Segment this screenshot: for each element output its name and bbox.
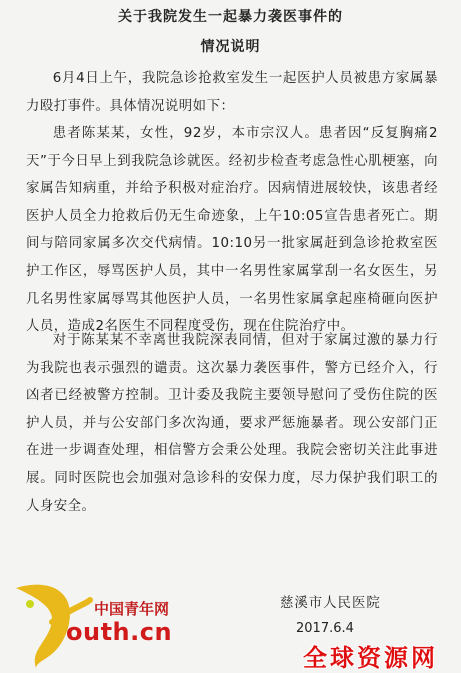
document-subtitle: 情况说明 <box>200 39 261 55</box>
watermark: 全球资源网 <box>303 644 438 672</box>
logo-english-text: outh.cn <box>66 618 173 646</box>
signature-date: 2017.6.4 <box>296 621 354 636</box>
youth-cn-logo <box>8 570 218 670</box>
paragraph-intro: 6月4日上午，我院急诊抢救室发生一起医护人员被患方家属暴力殴打事件。具体情况说明如下： <box>26 71 438 114</box>
signature-organization: 慈溪市人民医院 <box>280 596 381 611</box>
paragraph-response: 对于陈某某不幸离世我院深表同情，但对于家属过激的暴力行为我院也表示强烈的谴责。这次暴力袭医事件，警方已经介入，行凶者已经被警方控制。卫计委及我院主要领导慰问了受伤住院的医护人员，并与公安部门多次沟通，要求严惩施暴者。现公安部门正在进一步调查处理，相信警方会秉公处理。我院会密切关注此事进展。同时医院也会加强对急诊科的安保力度，尽力保护我们职工的人身安全。 <box>26 333 438 514</box>
document-title: 关于我院发生一起暴力袭医事件的 <box>118 9 343 25</box>
logo-chinese-text: 中国青年网 <box>94 600 170 618</box>
paragraph-details: 患者陈某某，女性，92岁，本市宗汉人。患者因“反复胸痛2天”于今日早上到我院急诊就医。经初步检查考虑急性心肌梗塞，向家属告知病重，并给予积极对症治疗。因病情进展较快，该患者经医护人员全力抢救后仍无生命迹象，上午10:05宣告患者死亡。期间与陪同家属多次交代病情。10:10另一批家属赶到急诊抢救室医护工作区，辱骂医护人员，其中一名男性家属掌刮一名女医生，另几名男性家属辱骂其他医护人员，一名男性家属拿起座椅砸向医护人员，造成2名医生不同程度受伤，现在住院治疗中。 <box>26 126 438 335</box>
